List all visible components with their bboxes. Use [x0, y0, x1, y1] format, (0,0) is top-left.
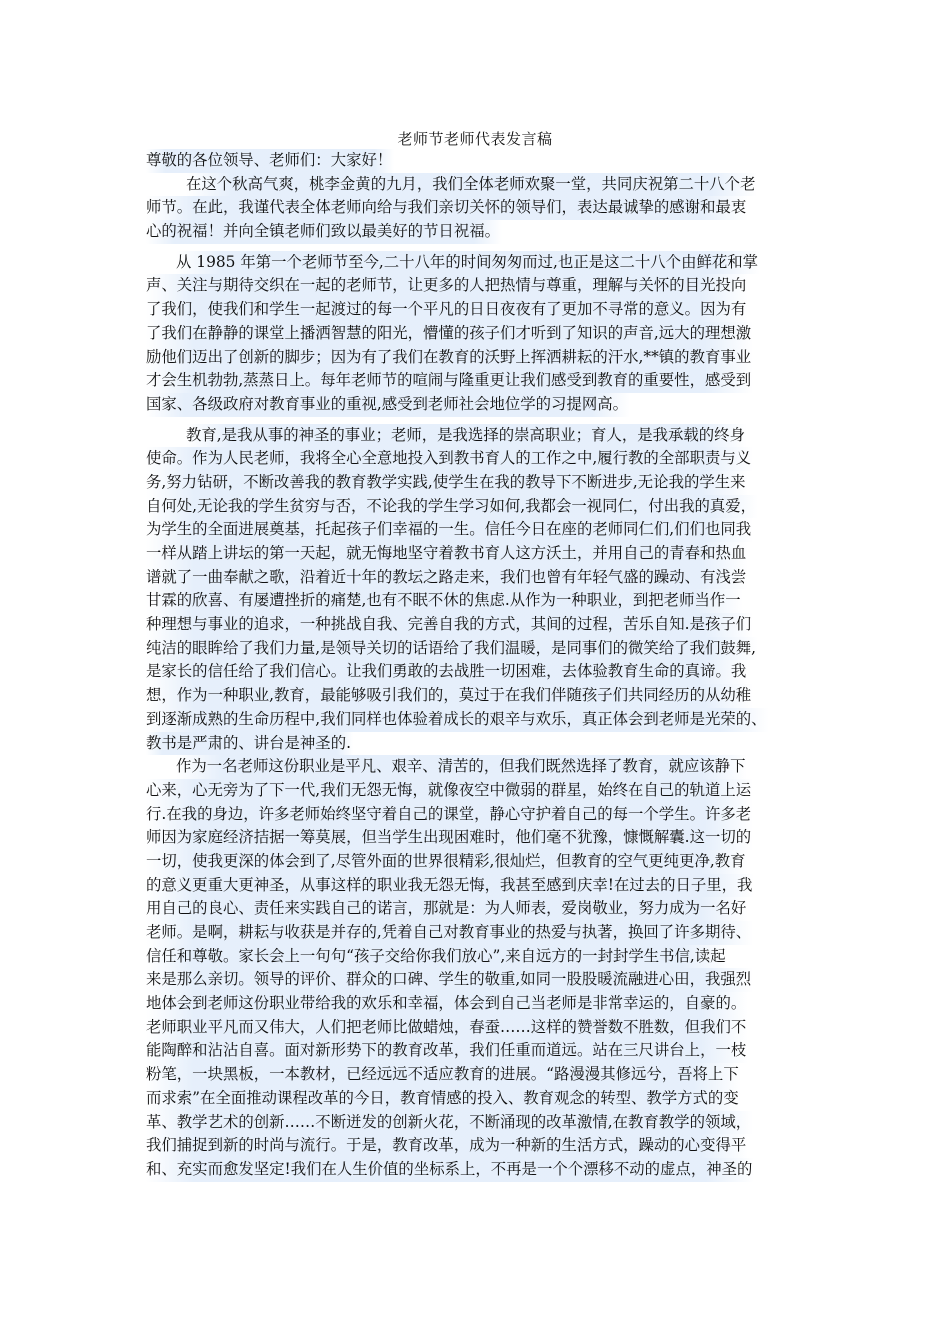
text-line — [146, 660, 824, 684]
text-line-content: 的意义更重大更神圣，从事这样的职业我无怨无悔，我甚至感到庆幸!在过去的日子里，我 — [146, 874, 754, 898]
text-line — [146, 755, 824, 779]
text-line — [146, 322, 824, 346]
text-line-content: 我们捕捉到新的时尚与流行。于是，教育改革，成为一种新的生活方式，躁动的心变得平 — [146, 1134, 748, 1158]
text-line — [146, 1087, 824, 1111]
text-line — [146, 173, 824, 197]
text-line-content: 在这个秋高气爽，桃李金黄的九月，我们全体老师欢聚一堂，共同庆祝第二十八个老 — [186, 173, 757, 197]
text-line — [146, 369, 824, 393]
text-line — [146, 1016, 824, 1040]
text-line — [146, 826, 824, 850]
text-line — [146, 779, 824, 803]
text-line — [146, 874, 824, 898]
text-line — [146, 732, 824, 756]
text-line-content: 革、教学艺术的创新……不断迸发的创新火花，不断涌现的改革激情,在教育教学的领域， — [146, 1111, 753, 1135]
text-line-content: 教育,是我从事的神圣的事业；老师，是我选择的崇高职业；育人，是我承载的终身 — [186, 424, 747, 448]
document-body — [146, 149, 824, 1182]
text-line-content: 甘霖的欣喜、有屡遭挫折的痛楚,也有不眠不休的焦虑.从作为一种职业，到把老师当作一 — [146, 589, 743, 613]
text-line-content: 使命。作为人民老师，我将全心全意地投入到教书育人的工作之中,履行教的全部职责与义 — [146, 447, 753, 471]
text-line-content: 了我们，使我们和学生一起渡过的每一个平凡的日日夜夜有了更加不寻常的意义。因为有 — [146, 298, 748, 322]
text-line-content: 自何处,无论我的学生贫穷与否，不论我的学生学习如何,我都会一视同仁，付出我的真爱， — [146, 495, 758, 519]
text-line-content: 想，作为一种职业,教育，最能够吸引我们的，莫过于在我们伴随孩子们共同经历的从幼稚 — [146, 684, 753, 708]
text-line-content: 纯洁的眼眸给了我们力量,是领导关切的话语给了我们温暖，是同事们的微笑给了我们鼓舞, — [146, 637, 758, 661]
text-line — [146, 542, 824, 566]
text-line-content: 粉笔，一块黑板，一本教材，已经远远不适应教育的进展。“路漫漫其修远兮，吾将上下 — [146, 1063, 741, 1087]
text-line-content: 和、充实而愈发坚定!我们在人生价值的坐标系上，不再是一个个漂移不动的虚点，神圣的 — [146, 1158, 754, 1182]
text-line-content: 一切，使我更深的体会到了,尽管外面的世界很精彩,很灿烂，但教育的空气更纯更净,教育 — [146, 850, 748, 874]
text-line-content: 从 1985 年第一个老师节至今,二十八年的时间匆匆而过,也正是这二十八个由鲜花和掌 — [176, 251, 760, 275]
text-line-content: 用自己的良心、责任来实践自己的诺言，那就是：为人师表，爱岗敬业，努力成为一名好 — [146, 897, 748, 921]
text-line — [146, 346, 824, 370]
text-line — [146, 803, 824, 827]
text-line — [146, 589, 824, 613]
text-line — [146, 1111, 824, 1135]
text-line — [146, 471, 824, 495]
text-line-content: 尊敬的各位领导、老师们：大家好！ — [146, 149, 394, 173]
text-line-content: 能陶醉和沾沾自喜。面对新形势下的教育改革，我们任重而道远。站在三尺讲台上，一枝 — [146, 1039, 748, 1063]
text-line — [146, 921, 824, 945]
text-line — [146, 196, 824, 220]
text-line — [146, 1158, 824, 1182]
text-line-content: 老师职业平凡而又伟大，人们把老师比做蜡烛，春蚕……这样的赞誉数不胜数，但我们不 — [146, 1016, 748, 1040]
text-line-content: 励他们迈出了创新的脚步；因为有了我们在教育的沃野上挥洒耕耘的汗水,**镇的教育事业 — [146, 346, 753, 370]
text-line-content: 国家、各级政府对教育事业的重视,感受到老师社会地位学的习提网高。 — [146, 393, 630, 417]
text-line — [146, 684, 824, 708]
text-line — [146, 149, 824, 173]
document-title: 老师节老师代表发言稿 — [397, 130, 553, 148]
text-line-content: 来是那么亲切。领导的评价、群众的口碑、学生的敬重,如同一股股暖流融进心田，我强烈 — [146, 968, 753, 992]
text-line-content: 声、关注与期待交织在一起的老师节，让更多的人把热情与尊重，理解与关怀的目光投向 — [146, 274, 748, 298]
text-line-content: 了我们在静静的课堂上播洒智慧的阳光，懵懂的孩子们才听到了知识的声音,远大的理想激 — [146, 322, 753, 346]
text-line — [146, 968, 824, 992]
text-line-content: 是家长的信任给了我们信心。让我们勇敢的去战胜一切困难，去体验教育生命的真谛。我 — [146, 660, 748, 684]
text-line-content: 心的祝福！并向全镇老师们致以最美好的节日祝福。 — [146, 220, 502, 244]
text-line — [146, 274, 824, 298]
text-line — [146, 945, 824, 969]
text-line — [146, 708, 824, 732]
text-line-content: 信任和尊敬。家长会上一句句“孩子交给你我们放心”,来自远方的一封封学生书信,读起 — [146, 945, 728, 969]
text-line-content: 而求索”在全面推动课程改革的今日，教育情感的投入、教育观念的转型、教学方式的变 — [146, 1087, 741, 1111]
text-line-content: 地体会到老师这份职业带给我的欢乐和幸福，体会到自己当老师是非常幸运的，自豪的。 — [146, 992, 748, 1016]
text-line-content: 务,努力钻研，不断改善我的教育教学实践,使学生在我的教导下不断进步,无论我的学生来 — [146, 471, 748, 495]
text-line-content: 为学生的全面进展奠基，托起孩子们幸福的一生。信任今日在座的老师同仁们,们们也同我 — [146, 518, 753, 542]
text-line — [146, 298, 824, 322]
text-line — [146, 637, 824, 661]
text-line-content: 师因为家庭经济拮据一筹莫展，但当学生出现困难时，他们毫不犹豫，慷慨解囊.这一切的 — [146, 826, 753, 850]
text-line — [146, 424, 824, 448]
text-line — [146, 992, 824, 1016]
text-line — [146, 897, 824, 921]
text-line — [146, 447, 824, 471]
text-line — [146, 1039, 824, 1063]
text-line — [146, 251, 824, 275]
text-line-content: 才会生机勃勃,蒸蒸日上。每年老师节的喧闹与隆重更让我们感受到教育的重要性，感受到 — [146, 369, 753, 393]
text-line — [146, 566, 824, 590]
text-line-content: 作为一名老师这份职业是平凡、艰辛、清苦的，但我们既然选择了教育，就应该静下 — [176, 755, 747, 779]
text-line — [146, 613, 824, 637]
text-line-content: 到逐渐成熟的生命历程中,我们同样也体验着成长的艰辛与欢乐，真正体会到老师是光荣的、 — [146, 708, 769, 732]
text-line-content: 老师。是啊，耕耘与收获是并存的,凭着自己对教育事业的热爱与执著，换回了许多期待、 — [146, 921, 753, 945]
text-line-content: 种理想与事业的追求，一种挑战自我、完善自我的方式，其间的过程，苦乐自知.是孩子们 — [146, 613, 753, 637]
text-line-content: 师节。在此，我谨代表全体老师向给与我们亲切关怀的领导们，表达最诚挚的感谢和最衷 — [146, 196, 748, 220]
text-line-content: 一样从踏上讲坛的第一天起，就无悔地坚守着教书育人这方沃土，并用自己的青春和热血 — [146, 542, 748, 566]
text-line-content: 心来，心无旁为了下一代,我们无怨无悔，就像夜空中微弱的群星，始终在自己的轨道上运 — [146, 779, 753, 803]
text-line — [146, 495, 824, 519]
text-line-content: 教书是严肃的、讲台是神圣的. — [146, 732, 353, 756]
text-line-content: 行.在我的身边，许多老师始终坚守着自己的课堂，静心守护着自己的每一个学生。许多老 — [146, 803, 753, 827]
text-line — [146, 1063, 824, 1087]
text-line-content: 谱就了一曲奉献之歌，沿着近十年的教坛之路走来，我们也曾有年轻气盛的躁动、有浅尝 — [146, 566, 748, 590]
text-line — [146, 518, 824, 542]
text-line — [146, 393, 824, 417]
text-line — [146, 1134, 824, 1158]
text-line — [146, 220, 824, 244]
text-line — [146, 850, 824, 874]
